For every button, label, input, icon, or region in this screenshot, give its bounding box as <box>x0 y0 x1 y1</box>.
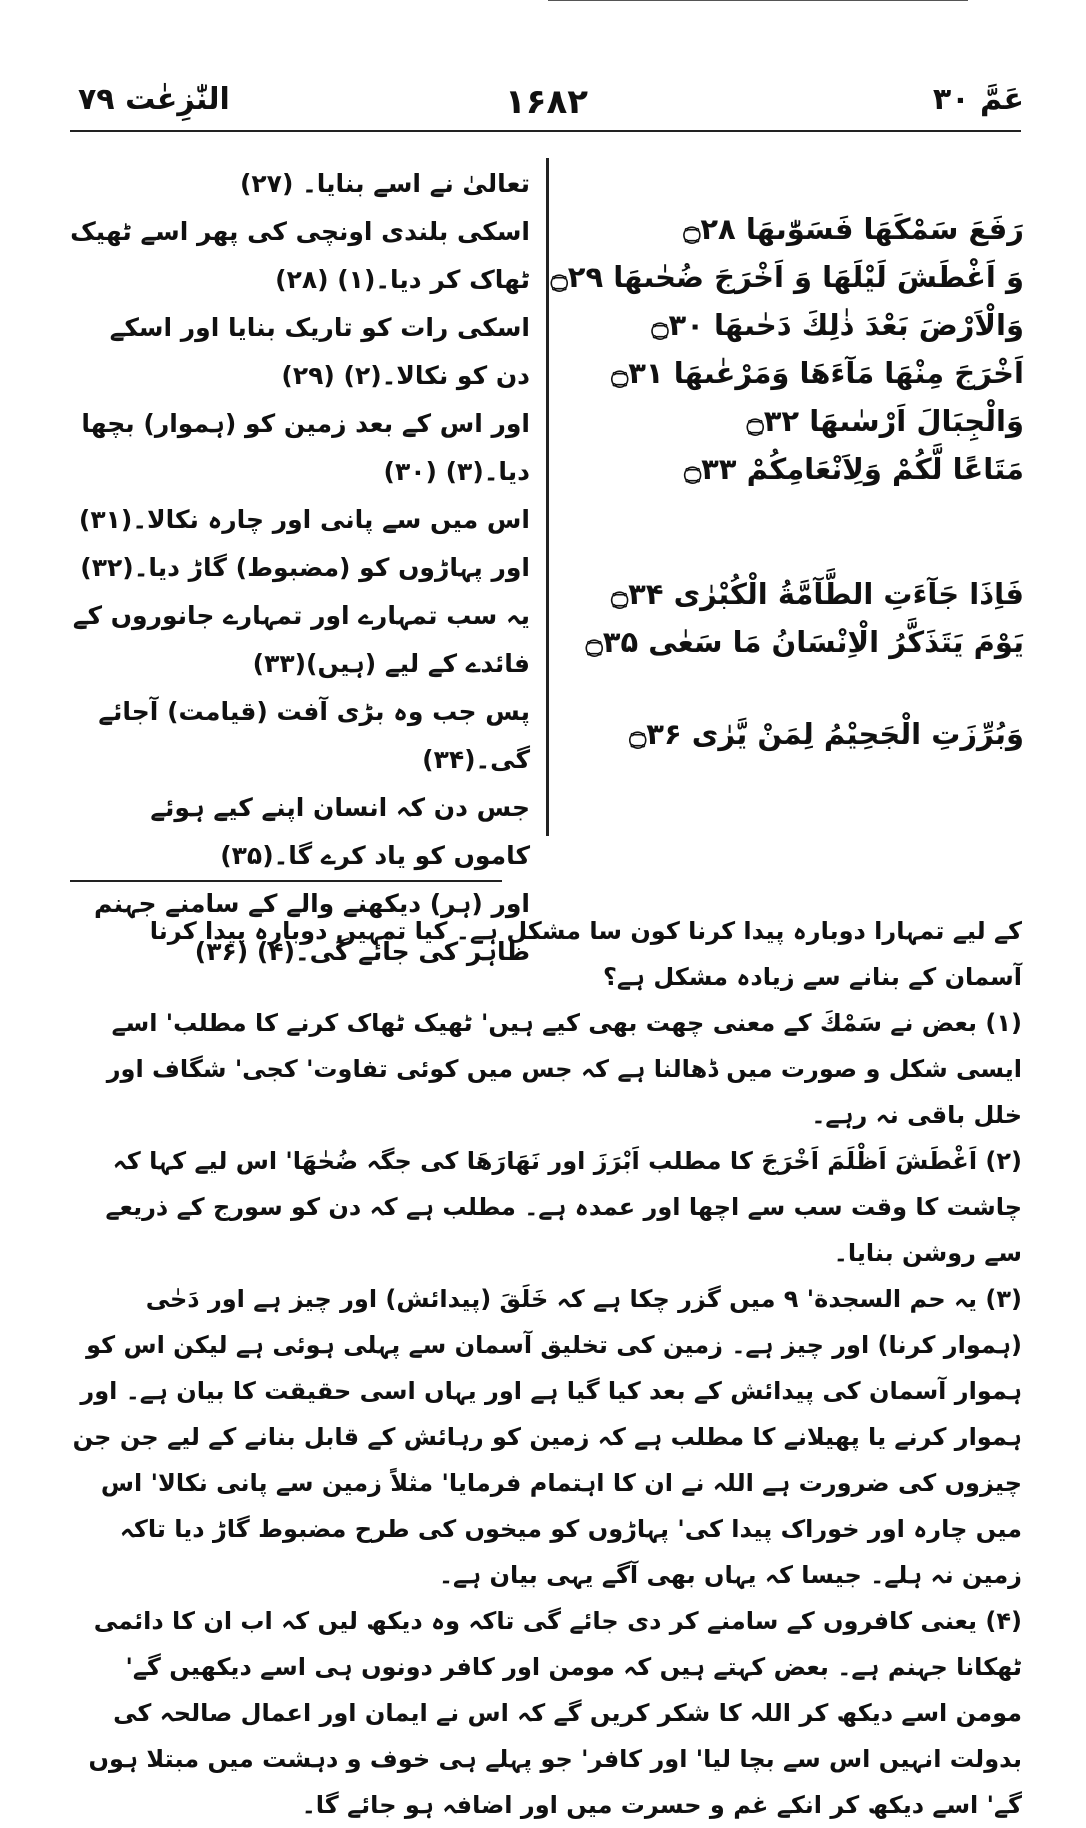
header-page-number: ۱۶۸۲ <box>505 82 589 122</box>
translation-verse-31: اس میں سے پانی اور چارہ نکالا۔(۳۱) <box>78 505 530 534</box>
footnotes <box>70 908 1022 1828</box>
footnote-2: (۲) اَغْطَشَ اَظْلَمَ اَخْرَجَ کا مطلب اَبْرَزَ اور نَهَارَهَا کی جگہ ضُحٰهَا' اس لیے کہا کہ چاشت کا وقت سب سے اچھا اور عمدہ ہے۔ مطلب ہے کہ دن کو سورج کے ذریعے سے روشن بنایا۔ <box>105 1147 1022 1267</box>
translation-verse-33: یہ سب تمہارے اور تمہارے جانوروں کے فائدے کے لیے (ہیں)(۳۳) <box>72 601 530 678</box>
arabic-verse-28: رَفَعَ سَمْكَهَا فَسَوّٰىهَا ۝۲۸ <box>683 212 1024 246</box>
footnote-divider <box>70 880 502 882</box>
arabic-verse-33: مَتَاعًا لَّكُمْ وَلِاَنْعَامِكُمْ ۝۳۳ <box>684 452 1024 486</box>
translation-verse-30: اور اس کے بعد زمین کو (ہموار) بچھا دیا۔(۳) (۳۰) <box>81 409 530 486</box>
arabic-verse-30: وَالْاَرْضَ بَعْدَ ذٰلِكَ دَحٰىهَا ۝۳۰ <box>651 308 1024 342</box>
translation-verse-27: تعالیٰ نے اسے بنایا۔ (۲۷) <box>239 169 530 198</box>
header-surah-name: النّٰزِعٰت ۷۹ <box>78 82 230 117</box>
translation-verse-35: جس دن کہ انسان اپنے کیے ہوئے کاموں کو یاد کرے گا۔(۳۵) <box>150 793 530 870</box>
footnote-4: (۴) یعنی کافروں کے سامنے کر دی جائے گی تاکہ وہ دیکھ لیں کہ اب ان کا دائمی ٹھکانا جہنم ہے۔ بعض کہتے ہیں کہ مومن اور کافر دونوں ہی اسے دیکھیں گے' مومن اسے دیکھ کر اللہ کا شکر کریں گے کہ اس نے ایمان اور اعمال صالحہ کی بدولت انہیں اس سے بچا لیا' اور کافر' جو پہلے ہی خوف و دہشت میں مبتلا ہوں گے' اسے دیکھ کر انکے غم و حسرت میں اور اضافہ ہو جائے گا۔ <box>88 1607 1022 1819</box>
header-divider <box>70 130 1021 132</box>
footnote-3: (۳) یہ حم السجدة' ۹ میں گزر چکا ہے کہ خَلَقَ (پیدائش) اور چیز ہے اور دَحٰی (ہموار کرنا) اور چیز ہے۔ زمین کی تخلیق آسمان سے پہلی ہوئی ہے لیکن اس کو ہموار آسمان کی پیدائش کے بعد کیا گیا ہے اور یہاں اسی حقیقت کا بیان ہے۔ اور ہموار کرنے یا پھیلانے کا مطلب ہے کہ زمین کو رہائش کے قابل بنانے کے لیے جن جن چیزوں کی ضرورت ہے اللہ نے ان کا اہتمام فرمایا' مثلاً زمین سے پانی نکالا' اس میں چارہ اور خوراک پیدا کی' پہاڑوں کو میخوں کی طرح مضبوط گاڑ دیا تاکہ زمین نہ ہلے۔ جیسا کہ یہاں بھی آگے یہی بیان ہے۔ <box>72 1285 1022 1589</box>
footnote-1: (۱) بعض نے سَمْكَ کے معنی چھت بھی کیے ہیں' ٹھیک ٹھاک کرنے کا مطلب' اسے ایسی شکل و صورت میں ڈھالنا ہے کہ جس میں کوئی تفاوت' کجی' شگاف اور خلل باقی نہ رہے۔ <box>106 1009 1022 1129</box>
translation-verse-36: اور (ہر) دیکھنے والے کے سامنے جہنم ظاہر کی جائے گی۔(۴) (۳۶) <box>94 889 530 966</box>
arabic-verse-29: وَ اَغْطَشَ لَيْلَهَا وَ اَخْرَجَ ضُحٰىهَا ۝۲۹ <box>550 260 1024 294</box>
translation-verse-28: اسکی بلندی اونچی کی پھر اسے ٹھیک ٹھاک کر دیا۔(۱) (۲۸) <box>70 217 530 294</box>
arabic-verse-35: يَوْمَ يَتَذَكَّرُ الْاِنْسَانُ مَا سَعٰى ۝۳۵ <box>585 625 1024 659</box>
arabic-verse-31: اَخْرَجَ مِنْهَا مَآءَهَا وَمَرْعٰىهَا ۝۳۱ <box>611 356 1024 390</box>
translation-verse-29: اسکی رات کو تاریک بنایا اور اسکے دن کو نکالا۔(۲) (۲۹) <box>109 313 530 390</box>
arabic-verse-32: وَالْجِبَالَ اَرْسٰىهَا ۝۳۲ <box>746 404 1024 438</box>
translation-verse-32: اور پہاڑوں کو (مضبوط) گاڑ دیا۔(۳۲) <box>80 553 530 582</box>
top-edge-rule <box>548 0 968 1</box>
column-divider <box>546 158 549 836</box>
translation-column <box>70 160 530 976</box>
arabic-verse-36: وَبُرِّزَتِ الْجَحِيْمُ لِمَنْ يَّرٰى ۝۳۶ <box>629 717 1024 751</box>
header-para-name: عَمَّ ۳۰ <box>932 82 1024 117</box>
arabic-verse-34: فَاِذَا جَآءَتِ الطَّآمَّةُ الْكُبْرٰى ۝۳۴ <box>611 577 1024 611</box>
translation-verse-34: پس جب وہ بڑی آفت (قیامت) آجائے گی۔(۳۴) <box>98 697 530 774</box>
footnote-continuation: کے لیے تمہارا دوبارہ پیدا کرنا کون سا مشکل ہے۔ کیا تمہیں دوبارہ پیدا کرنا آسمان کے بنانے سے زیادہ مشکل ہے؟ <box>149 917 1022 991</box>
